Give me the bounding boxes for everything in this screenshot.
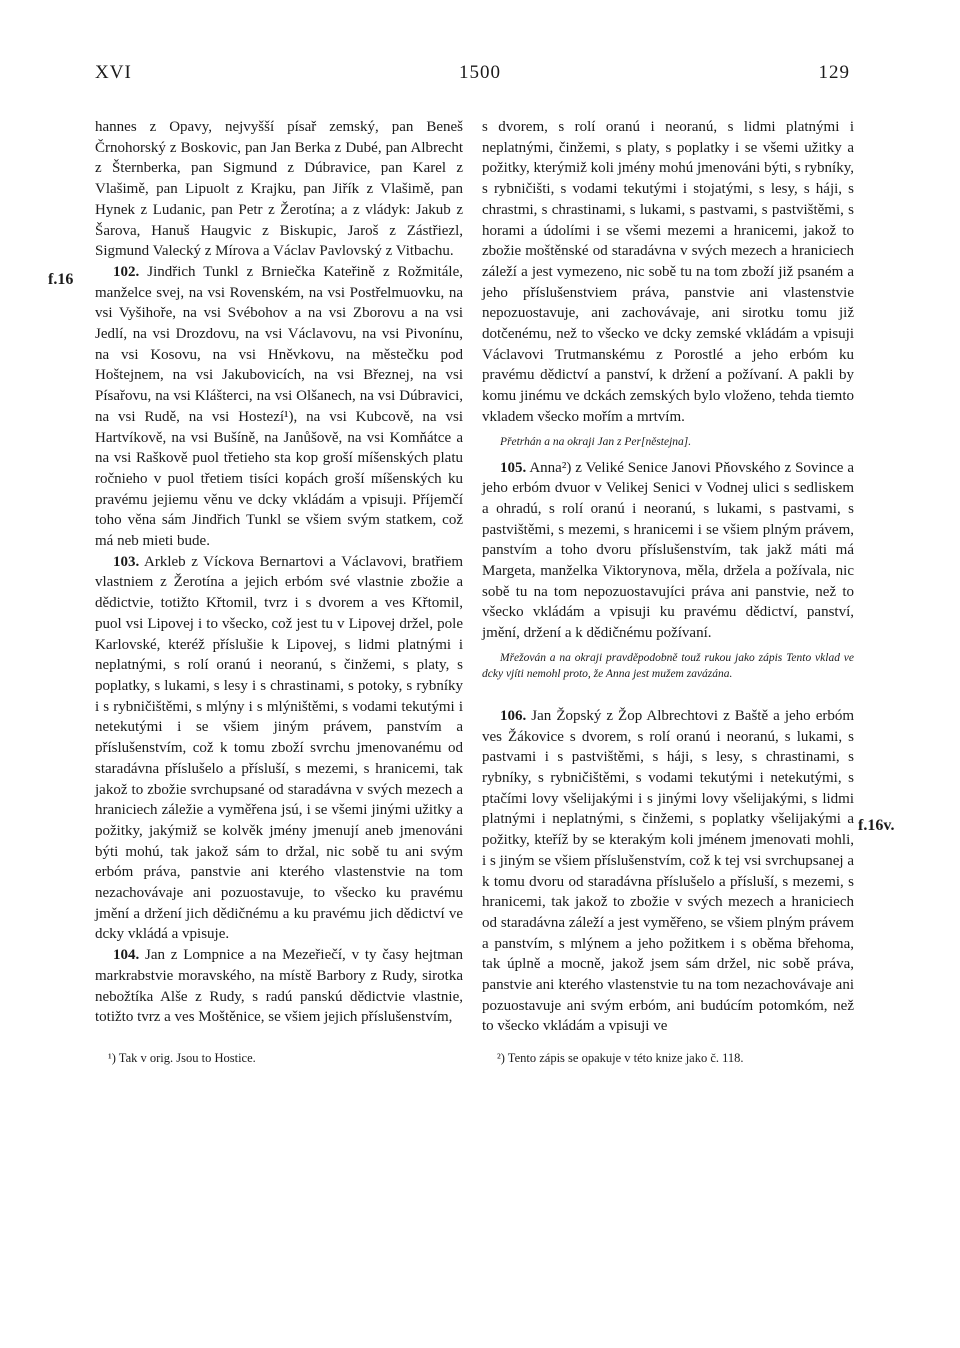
page-number: 129 — [818, 62, 850, 83]
entry-number: 103. — [113, 553, 140, 570]
entry-106 — [482, 706, 854, 1037]
entry-104 — [95, 945, 463, 1028]
editorial-note: Mřežován a na okraji pravděpodobně touž rukou jako zápis Tento vklad ve dcky vjíti nemohl proto, že Anna jest mužem zavázána. — [482, 651, 854, 680]
entry-text: Arkleb z Víckova Bernartovi a Václavovi, bratřiem vlastniem z Žerotína a jejich erbóm své vlastnie zbožie a dědictvie, totižto Křtomil, tvrz i s dvorem a ves Křtomil, puol vsi Lipovej i to všecko, což jest tu v Lipovej držel, pole Karlovské, kteréž příslušie k Lipovej, s lidmi platnými i neplatnými, s rolí oranú i neoranú, s činžemi, s platy, s poplatky, s lukami, s lesy i s chrastinami, s potoky, s rybníky i s rybničištěmi, s mlýny i s mlýništěmi, s vodami tekutými i netekutými i se všiem jiným právem, panstvím a příslušenstvím, což k tomu zboží svrchu jmenovanému od staradávna příslušelo a přísluší, s mezemi, s hranicemi, tak jakož to zbožie svrchupsané od staradávna v svých mezech a hraniciech záležie a vyměřena jsú, i se všemi jinými užitky a požitky, jakýmiž se kolvěk jmény jmenují aneb jmenováni býti mohú, tak jakož sám to držal, nic sobě tu ani svým erbóm práva, panstvie ani kterého vlastenstvie na tom nezachovávaje ani pozuostavuje, to všecko ku pravému jmění a držení jich dědičnému a ku pravému jich dědictví ve dcky vkládá a vpisuje. — [95, 553, 463, 943]
entry-number: 105. — [500, 459, 527, 476]
entry-number: 104. — [113, 947, 140, 964]
left-column — [95, 117, 463, 1028]
entry-text: Jindřich Tunkl z Brniečka Kateřině z Rožmitále, manželce svej, na vsi Rovenském, na vsi Postřelmuovku, na vsi Vyšihoře, na vsi Svébohov a na vsi Zborovu a na vsi Jedlí, na vsi Drozdovu, na vsi Václavovu, na vsi Pivonínu, na vsi Kosovu, na vsi Hněvkovu, na městečku pod Hoštejnem, na vsi Jakubovicích, na vsi Březnej, na vsi Písařovu, na vsi Klášterci, na vsi Olšanech, na vsi Dúbravici, na vsi Rudě, na vsi Hostezí¹), na vsi Kubcově, na vsi Hartvíkově, na vsi Bušíně, na Janůšově, na vsi Komňátce a na vsi Raškově puol třetieho sta kop groší míšenských platu ročnieho v puol třetiem tisíci kopách groší míšenských ku pravému jejiemu věnu ve dcky vkládám a vpisuji. Příjemčí toho věna sám Jindřich Tunkl se všiem svým statkem, což má neb mieti bude. — [95, 263, 463, 550]
entry-text: Anna²) z Veliké Senice Janovi Pňovského z Sovince a jeho erbóm dvuor v Velikej Senici v Vodnej ulici s sedliskem a ohradú, s rolí oranú i neoranú, s lukami, s pastvami, s pastvištěmi, s mezemi, s hranicemi i se všiem plným právem, panstvím a toho dvoru příslušenstvím, tak jakž máti má Margeta, manželka Viktorynova, měla, držela a požívala, nic sobě tu na tom nepozuostavujíci práva ani panstvie, než to všecko vkládám a vpisuji ku pravému dědictví, panství, jmění, držení a k dědičnému požívaní. — [482, 459, 854, 642]
paragraph-continued: s dvorem, s rolí oranú i neoranú, s lidmi platnými i neplatnými, činžemi, s platy, s poplatky i se všemi užitky a požitky, kterýmiž koli jmény mohú jmenováni býti, s rybníky, s rybničišti, s vodami tekutými i stojatými, s lesy, s háji, s chrastmi, s chrastinami, s lukami, s pastvami, s pastvištěmi, s horami a údolími i se všemi mezemi a hranicemi, jakož to zbožie moštěnské od staradávna v svých mezech a hraniciech záleží a jest vymezeno, nic sobě tu na tom zboží již psaném a jeho příslušenstviem práva, panstvie ani vlastenstvie nepozuostavuje, ani zachovávaje, ani sirotku tomu již dotčenému, než to všecko ve dcky zemské vkládám a vpisuji Václavovi Trutmanskému z Porostlé a jeho erbóm ku pravému dědictví a panství, k držení a požívaní. A pakli by komu jinému ve dckách zemských bylo vloženo, tehda tiemto vkladem všecko mořím a mrtvím. — [482, 119, 854, 425]
entry-103 — [95, 552, 463, 945]
entry-number: 102. — [113, 263, 140, 280]
entry-number: 106. — [500, 707, 527, 724]
entry-105 — [482, 458, 854, 644]
margin-folio-note-verso: f.16v. — [858, 817, 895, 834]
section-number: XVI — [95, 62, 132, 83]
entry-text: Jan Žopský z Žop Albrechtovi z Baště a jeho erbóm ves Žákovice s dvorem, s rolí oranú i neoranú, s lukami, s pastvami i s pastvištěmi, s háji, s lesy, s chrastinami, s rybníky, s rybničištěmi, s vodami tekutými i netekutými, s ptačími lovy všelijakými i s jinými lovy všelijakými, s lidmi platnými i neplatnými, s činžemi, s poplatky všelijakými a požitky, kteříž by se kterakým koli jménem jmenovati mohli, i s jiným se všiem příslušenstvím, což k tej vsi svrchupsanej a k tomu dvoru od staradávna příslušelo a přísluší, s mezemi, s hranicemi, tak jakož to zbožie v svých mezech a hraniciech od staradávna záleží a jest vyměřeno, se všiem plným právem a panstvím, s mlýnem a jeho požitkem i s oběma břehoma, tak úplně a mocně, jakož jsem sám držel, nic sobě práva, panstvie ani kterého vlastenstvie tu na tom nezachovávaje ani pozuostavuje ani svým erbóm, ani budúcím potomkóm, než to všecko vkládám a vpisuji ve — [482, 707, 855, 1035]
editorial-note: Přetrhán a na okraji Jan z Per[něstejna]. — [500, 435, 692, 448]
right-column — [482, 117, 854, 1037]
footnote-2: ²) Tento zápis se opakuje v této knize jako č. 118. — [497, 1051, 744, 1065]
running-header — [0, 62, 960, 86]
margin-folio-note: f.16 — [48, 271, 74, 288]
entry-text: Jan z Lompnice a na Mezeřiečí, v ty časy hejtman markrabstvie moravského, na místě Barbory z Rudy, sirotka nebožtíka Alše z Rudy, s radú panskú dědictvie vlastnie, totižto tvrz a ves Moštěnice, se všiem jejich příslušenstvím, — [95, 947, 463, 1026]
paragraph-continued: hannes z Opavy, nejvyšší písař zemský, pan Beneš Črnohorský z Boskovic, pan Jan Berka z Dubé, pan Albrecht z Šternberka, pan Sigmund z Dúbravice, pan Karel z Vlašimě, pan Lipuolt z Krajku, pan Jiřík z Vlašimě, pan Hynek z Ludanic, pan Petr z Žerotína; a z vládyk: Jakub z Šarova, Hanuš Haugvic z Biskupic, Jaroš z Zástřiezl, Sigmund Valecký z Mírova a Václav Pavlovský z Vitbachu. — [95, 119, 463, 260]
footnote-1: ¹) Tak v orig. Jsou to Hostice. — [108, 1051, 256, 1065]
entry-102 — [95, 262, 463, 552]
year-heading: 1500 — [459, 62, 501, 83]
